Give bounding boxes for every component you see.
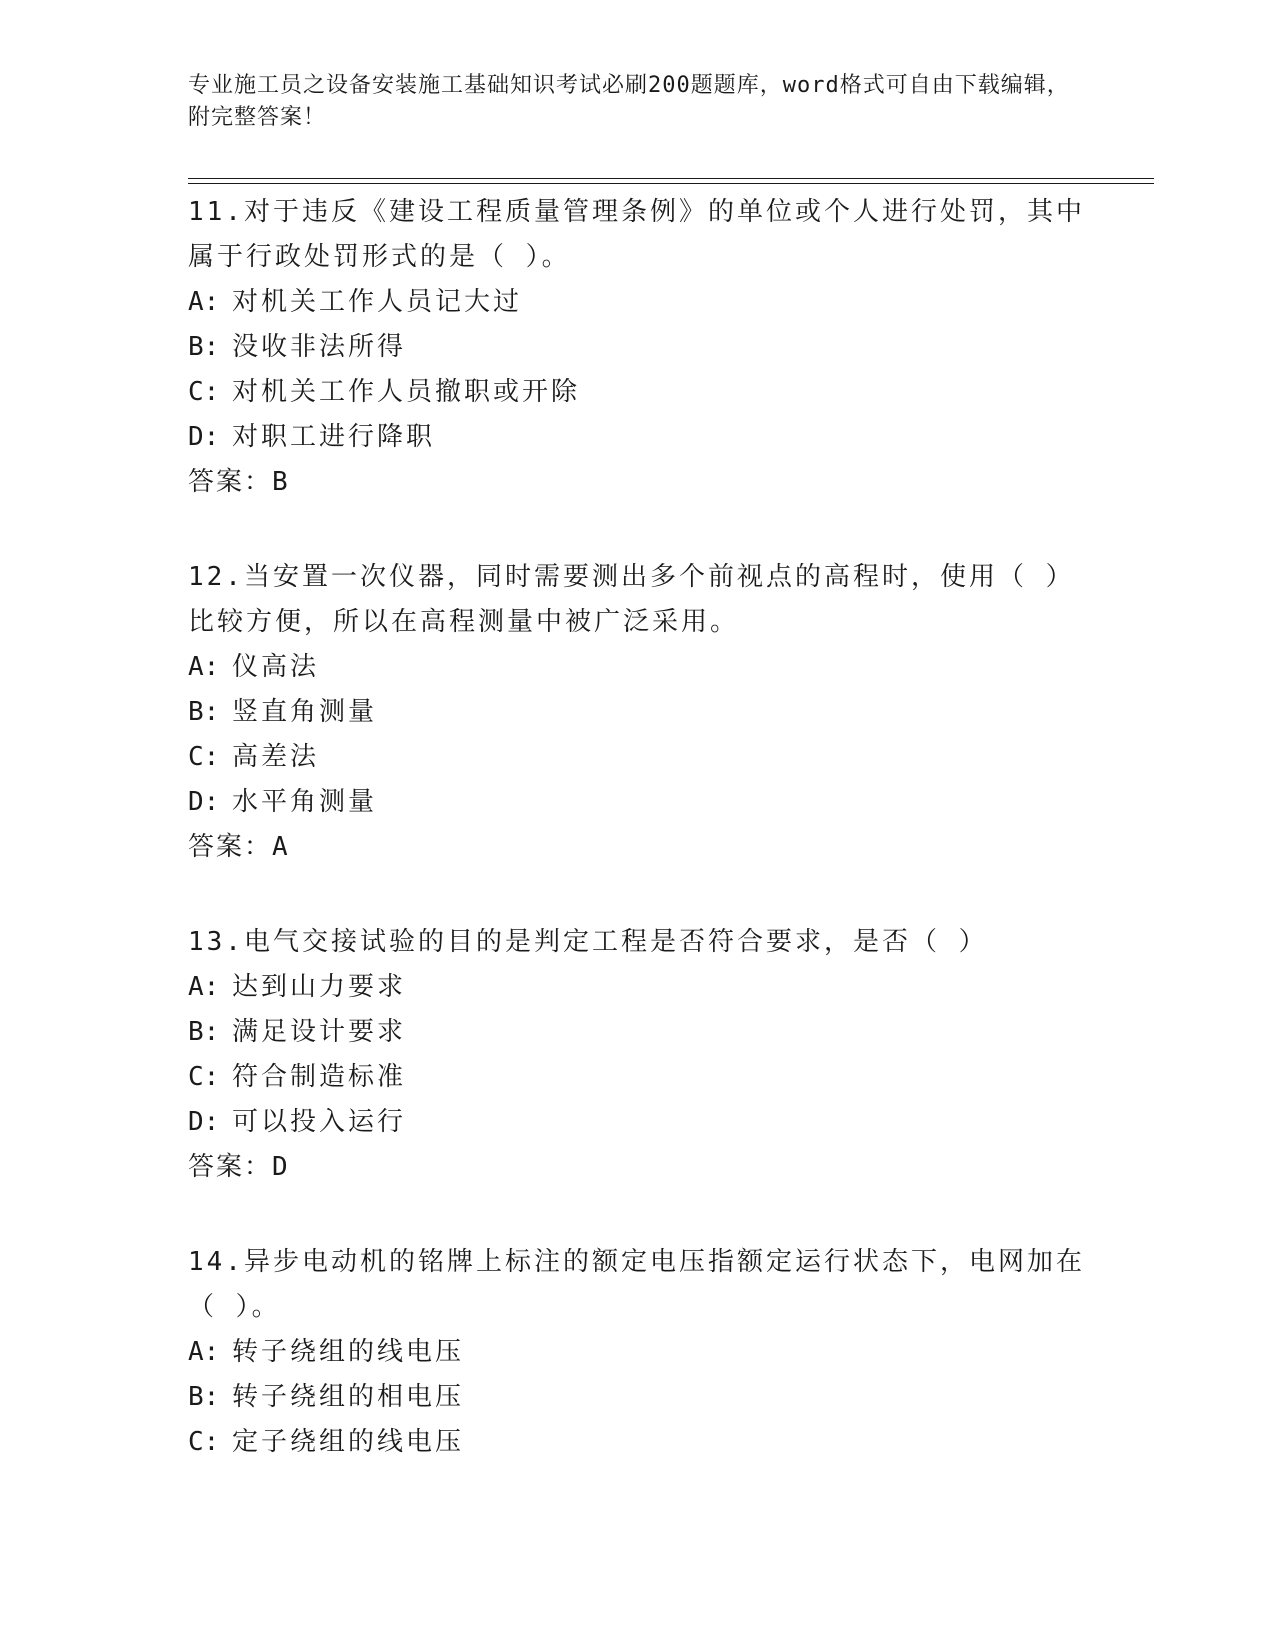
option-text: 仪高法 bbox=[232, 652, 320, 682]
question-13 bbox=[188, 920, 1088, 1190]
option-b bbox=[188, 690, 1088, 735]
option-text: 满足设计要求 bbox=[232, 1017, 407, 1047]
option-letter: C: bbox=[188, 742, 220, 772]
option-text: 没收非法所得 bbox=[232, 332, 407, 362]
option-c bbox=[188, 370, 1088, 415]
option-text: 对机关工作人员记大过 bbox=[232, 287, 523, 317]
answer-label: 答案： bbox=[188, 1152, 273, 1182]
header-divider-top bbox=[188, 178, 1154, 179]
answer-label: 答案： bbox=[188, 832, 273, 862]
option-a bbox=[188, 1330, 1088, 1375]
option-letter: D: bbox=[188, 787, 220, 817]
answer-label: 答案： bbox=[188, 467, 273, 497]
option-text: 达到山力要求 bbox=[232, 972, 407, 1002]
option-letter: D: bbox=[188, 422, 220, 452]
option-d bbox=[188, 1100, 1088, 1145]
option-d bbox=[188, 415, 1088, 460]
answer-value: D bbox=[272, 1152, 288, 1182]
option-letter: B: bbox=[188, 1017, 220, 1047]
option-letter: A: bbox=[188, 1337, 220, 1367]
option-text: 对机关工作人员撤职或开除 bbox=[232, 377, 581, 407]
option-c bbox=[188, 1420, 1088, 1465]
option-text: 可以投入运行 bbox=[232, 1107, 407, 1137]
option-c bbox=[188, 735, 1088, 780]
question-spacer bbox=[188, 870, 1088, 920]
answer-line bbox=[188, 460, 1088, 505]
question-12 bbox=[188, 555, 1088, 870]
question-text: 12.当安置一次仪器，同时需要测出多个前视点的高程时，使用（ ）比较方便，所以在高程测量中被广泛采用。 bbox=[188, 562, 1075, 637]
option-b bbox=[188, 325, 1088, 370]
option-text: 竖直角测量 bbox=[232, 697, 378, 727]
question-text: 13.电气交接试验的目的是判定工程是否符合要求，是否（ ） bbox=[188, 927, 988, 957]
question-14 bbox=[188, 1240, 1088, 1465]
option-letter: B: bbox=[188, 1382, 220, 1412]
answer-value: A bbox=[272, 832, 288, 862]
option-c bbox=[188, 1055, 1088, 1100]
option-letter: A: bbox=[188, 972, 220, 1002]
option-letter: D: bbox=[188, 1107, 220, 1137]
option-text: 符合制造标准 bbox=[232, 1062, 407, 1092]
answer-line bbox=[188, 1145, 1088, 1190]
question-text: 11.对于违反《建设工程质量管理条例》的单位或个人进行处罚，其中属于行政处罚形式的是（ ）。 bbox=[188, 197, 1085, 272]
document-header: 专业施工员之设备安装施工基础知识考试必刷200题题库，word格式可自由下载编辑，附完整答案！ bbox=[188, 73, 1070, 130]
answer-line bbox=[188, 825, 1088, 870]
option-letter: A: bbox=[188, 287, 220, 317]
answer-value: B bbox=[272, 467, 288, 497]
question-text: 14.异步电动机的铭牌上标注的额定电压指额定运行状态下，电网加在（ ）。 bbox=[188, 1247, 1085, 1322]
option-text: 高差法 bbox=[232, 742, 320, 772]
option-text: 水平角测量 bbox=[232, 787, 378, 817]
option-letter: B: bbox=[188, 332, 220, 362]
option-text: 定子绕组的线电压 bbox=[232, 1427, 465, 1457]
header-divider-bottom bbox=[188, 183, 1154, 184]
question-spacer bbox=[188, 1190, 1088, 1240]
option-b bbox=[188, 1010, 1088, 1055]
option-a bbox=[188, 965, 1088, 1010]
option-letter: C: bbox=[188, 1062, 220, 1092]
option-letter: B: bbox=[188, 697, 220, 727]
option-b bbox=[188, 1375, 1088, 1420]
option-letter: C: bbox=[188, 1427, 220, 1457]
question-spacer bbox=[188, 505, 1088, 555]
option-text: 对职工进行降职 bbox=[232, 422, 436, 452]
question-list bbox=[188, 188, 1088, 1465]
option-letter: A: bbox=[188, 652, 220, 682]
question-11 bbox=[188, 190, 1088, 505]
option-a bbox=[188, 645, 1088, 690]
option-a bbox=[188, 280, 1088, 325]
option-text: 转子绕组的线电压 bbox=[232, 1337, 465, 1367]
option-d bbox=[188, 780, 1088, 825]
option-text: 转子绕组的相电压 bbox=[232, 1382, 465, 1412]
option-letter: C: bbox=[188, 377, 220, 407]
